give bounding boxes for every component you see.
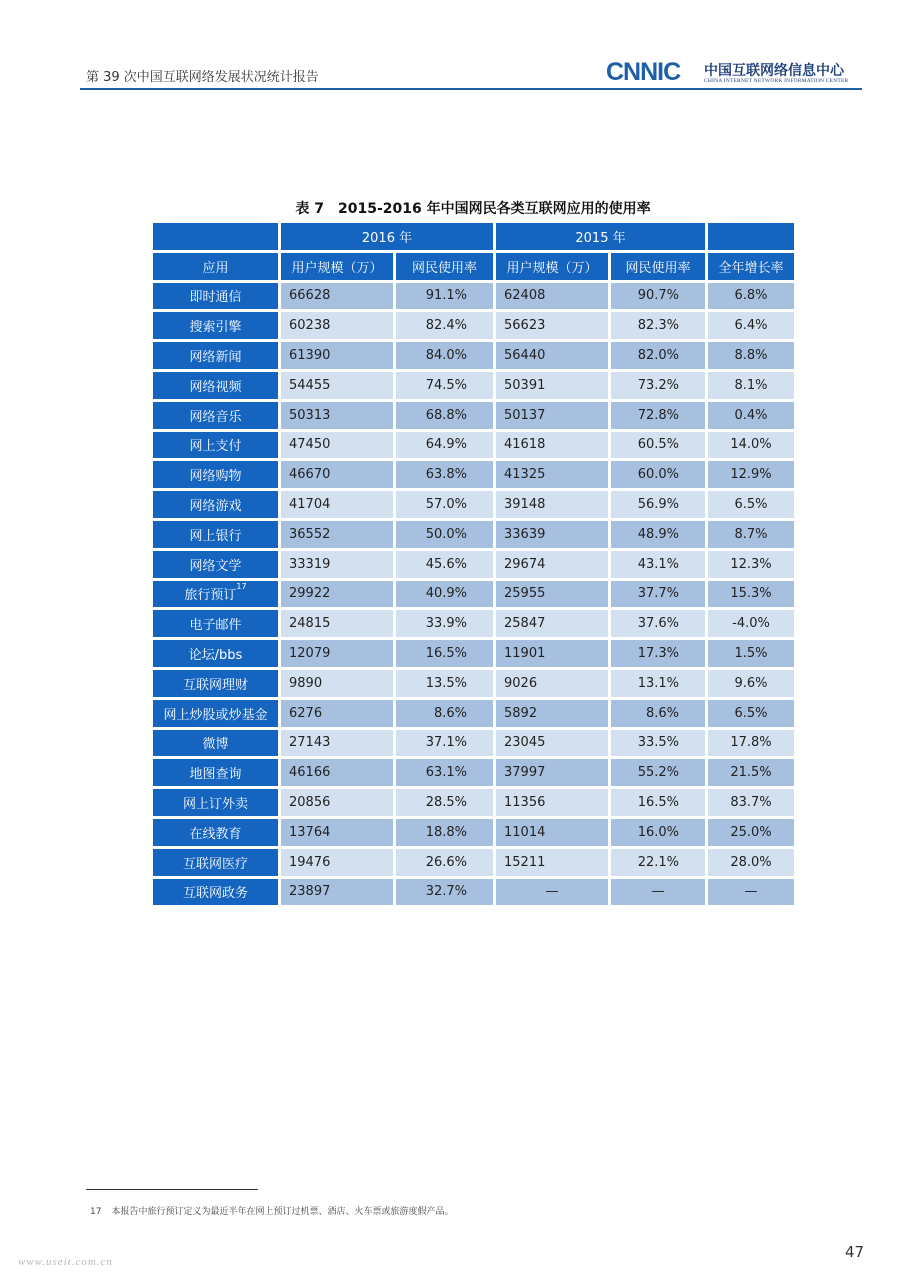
rate-2016-cell: 28.5% — [396, 789, 493, 816]
growth-cell: 14.0% — [708, 432, 794, 459]
app-name: 网络视频 — [189, 379, 242, 395]
growth-cell: 6.8% — [708, 283, 794, 310]
footnote — [90, 1204, 453, 1217]
app-name-cell — [153, 700, 278, 727]
app-name: 网络新闻 — [189, 350, 242, 366]
users-2016-cell: 36552 — [281, 521, 393, 548]
app-name: 旅行预订 — [184, 588, 237, 604]
rate-2016-cell: 45.6% — [396, 551, 493, 578]
rate-2015-cell: 60.5% — [611, 432, 705, 459]
app-name-cell — [153, 283, 278, 310]
rate-2015-cell: — — [611, 879, 705, 906]
users-2016-cell: 13764 — [281, 819, 393, 846]
users-2015-cell: 41325 — [496, 461, 608, 488]
growth-cell: 8.7% — [708, 521, 794, 548]
rate-2016-cell: 84.0% — [396, 342, 493, 369]
rate-2016-cell: 82.4% — [396, 312, 493, 339]
rate-2015-cell: 82.0% — [611, 342, 705, 369]
app-name: 网上支付 — [189, 439, 242, 455]
rate-2016-cell: 32.7% — [396, 879, 493, 906]
app-name: 电子邮件 — [189, 618, 242, 634]
rate-2016-cell: 16.5% — [396, 640, 493, 667]
app-name: 地图查询 — [189, 767, 242, 783]
app-name: 网络音乐 — [189, 409, 242, 425]
users-2016-cell: 19476 — [281, 849, 393, 876]
growth-cell: 6.4% — [708, 312, 794, 339]
growth-cell: 28.0% — [708, 849, 794, 876]
footnote-ref: 17 — [236, 582, 247, 592]
app-name-cell — [153, 610, 278, 637]
app-name-cell — [153, 551, 278, 578]
app-name-cell — [153, 491, 278, 518]
table-row — [153, 789, 794, 816]
watermark: www.useit.com.cn — [18, 1256, 113, 1268]
users-2016-cell: 60238 — [281, 312, 393, 339]
app-name-cell — [153, 640, 278, 667]
users-2016-cell: 23897 — [281, 879, 393, 906]
users-2016-cell: 6276 — [281, 700, 393, 727]
rate-2016-cell: 63.8% — [396, 461, 493, 488]
rate-2016-cell: 74.5% — [396, 372, 493, 399]
users-2015-cell: 62408 — [496, 283, 608, 310]
users-2016-cell: 46670 — [281, 461, 393, 488]
table-row — [153, 312, 794, 339]
growth-cell: 12.9% — [708, 461, 794, 488]
users-2016-cell: 50313 — [281, 402, 393, 429]
rate-2015-cell: 82.3% — [611, 312, 705, 339]
users-2016-cell: 61390 — [281, 342, 393, 369]
users-2015-cell: 25847 — [496, 610, 608, 637]
users-2015-cell: 37997 — [496, 759, 608, 786]
table-row — [153, 521, 794, 548]
rate-2015-cell: 56.9% — [611, 491, 705, 518]
growth-cell: 6.5% — [708, 491, 794, 518]
rate-2016-cell: 64.9% — [396, 432, 493, 459]
users-2016-cell: 9890 — [281, 670, 393, 697]
app-name-cell — [153, 879, 278, 906]
growth-cell: 9.6% — [708, 670, 794, 697]
growth-cell: 15.3% — [708, 581, 794, 608]
rate-2015-cell: 73.2% — [611, 372, 705, 399]
app-name-cell — [153, 819, 278, 846]
rate-2015-cell: 13.1% — [611, 670, 705, 697]
rate-2015-cell: 37.7% — [611, 581, 705, 608]
rate-2015-cell: 16.5% — [611, 789, 705, 816]
app-name: 互联网政务 — [182, 886, 248, 902]
users-2016-cell: 54455 — [281, 372, 393, 399]
col-users-2016-header: 用户规模（万） — [281, 253, 393, 280]
table-caption: 表 7 2015-2016 年中国网民各类互联网应用的使用率 — [295, 201, 651, 217]
rate-2016-cell: 18.8% — [396, 819, 493, 846]
growth-cell: — — [708, 879, 794, 906]
rate-2015-cell: 72.8% — [611, 402, 705, 429]
column-header-row — [153, 253, 794, 280]
rate-2015-cell: 55.2% — [611, 759, 705, 786]
rate-2016-cell: 50.0% — [396, 521, 493, 548]
table-row — [153, 372, 794, 399]
rate-2016-cell: 8.6% — [396, 700, 493, 727]
users-2016-cell: 24815 — [281, 610, 393, 637]
year-header-row — [153, 223, 794, 250]
app-name: 论坛/bbs — [188, 648, 243, 664]
users-2015-cell: 11901 — [496, 640, 608, 667]
app-name: 网上订外卖 — [182, 797, 248, 813]
app-name: 网上炒股或炒基金 — [163, 707, 268, 723]
app-name-cell — [153, 670, 278, 697]
rate-2015-cell: 22.1% — [611, 849, 705, 876]
users-2015-cell: — — [496, 879, 608, 906]
rate-2016-cell: 26.6% — [396, 849, 493, 876]
app-name-cell — [153, 849, 278, 876]
growth-cell: 21.5% — [708, 759, 794, 786]
growth-cell: 8.1% — [708, 372, 794, 399]
app-name: 搜索引擎 — [189, 320, 242, 336]
app-name: 网络文学 — [189, 558, 242, 574]
logo-chinese-name: 中国互联网络信息中心 — [704, 63, 844, 79]
users-2015-cell: 50137 — [496, 402, 608, 429]
growth-cell: 12.3% — [708, 551, 794, 578]
users-2016-cell: 41704 — [281, 491, 393, 518]
year-2016-header: 2016 年 — [281, 223, 493, 250]
report-header-title: 第 39 次中国互联网络发展状况统计报告 — [86, 70, 319, 85]
rate-2015-cell: 60.0% — [611, 461, 705, 488]
growth-cell: -4.0% — [708, 610, 794, 637]
table-row — [153, 640, 794, 667]
rate-2015-cell: 17.3% — [611, 640, 705, 667]
users-2015-cell: 39148 — [496, 491, 608, 518]
rate-2016-cell: 40.9% — [396, 581, 493, 608]
rate-2015-cell: 8.6% — [611, 700, 705, 727]
users-2015-cell: 33639 — [496, 521, 608, 548]
table-row — [153, 432, 794, 459]
app-name: 网络购物 — [189, 469, 242, 485]
growth-cell: 0.4% — [708, 402, 794, 429]
table-row — [153, 402, 794, 429]
header-rule — [80, 88, 862, 90]
rate-2016-cell: 63.1% — [396, 759, 493, 786]
col-growth-header: 全年增长率 — [708, 253, 794, 280]
users-2015-cell: 29674 — [496, 551, 608, 578]
app-name: 网络游戏 — [189, 499, 242, 515]
users-2015-cell: 9026 — [496, 670, 608, 697]
usage-rate-table — [150, 220, 797, 908]
rate-2016-cell: 13.5% — [396, 670, 493, 697]
table-body — [153, 283, 794, 906]
users-2016-cell: 29922 — [281, 581, 393, 608]
table-row — [153, 849, 794, 876]
rate-2015-cell: 37.6% — [611, 610, 705, 637]
users-2015-cell: 41618 — [496, 432, 608, 459]
table-row — [153, 283, 794, 310]
rate-2016-cell: 33.9% — [396, 610, 493, 637]
cnnic-logo — [606, 58, 868, 88]
app-name: 网上银行 — [189, 528, 242, 544]
app-name: 互联网理财 — [182, 677, 248, 693]
app-name: 即时通信 — [189, 290, 242, 306]
users-2016-cell: 12079 — [281, 640, 393, 667]
users-2015-cell: 15211 — [496, 849, 608, 876]
table-row — [153, 879, 794, 906]
app-name-cell — [153, 581, 278, 608]
app-name-cell — [153, 461, 278, 488]
footnote-rule — [86, 1189, 258, 1190]
users-2015-cell: 25955 — [496, 581, 608, 608]
table-row — [153, 551, 794, 578]
table-row — [153, 491, 794, 518]
growth-cell: 1.5% — [708, 640, 794, 667]
col-rate-2015-header: 网民使用率 — [611, 253, 705, 280]
app-name-cell — [153, 402, 278, 429]
header-blank-cell — [153, 223, 278, 250]
users-2015-cell: 5892 — [496, 700, 608, 727]
app-name-cell — [153, 372, 278, 399]
table-row — [153, 730, 794, 757]
users-2016-cell: 66628 — [281, 283, 393, 310]
rate-2015-cell: 33.5% — [611, 730, 705, 757]
app-name: 在线教育 — [189, 826, 242, 842]
users-2016-cell: 46166 — [281, 759, 393, 786]
app-name-cell — [153, 312, 278, 339]
rate-2015-cell: 43.1% — [611, 551, 705, 578]
growth-cell: 83.7% — [708, 789, 794, 816]
rate-2016-cell: 68.8% — [396, 402, 493, 429]
users-2015-cell: 23045 — [496, 730, 608, 757]
app-name: 互联网医疗 — [182, 856, 248, 872]
table-row — [153, 759, 794, 786]
rate-2016-cell: 37.1% — [396, 730, 493, 757]
footnote-text: 本报告中旅行预订定义为最近半年在网上预订过机票、酒店、火车票或旅游度假产品。 — [111, 1207, 454, 1217]
growth-cell: 8.8% — [708, 342, 794, 369]
rate-2016-cell: 57.0% — [396, 491, 493, 518]
app-name-cell — [153, 342, 278, 369]
logo-english-name: CHINA INTERNET NETWORK INFORMATION CENTER — [704, 78, 849, 84]
logo-mark: CNNIC — [606, 58, 681, 86]
page-number: 47 — [845, 1243, 865, 1261]
rate-2015-cell: 48.9% — [611, 521, 705, 548]
growth-cell: 6.5% — [708, 700, 794, 727]
app-name-cell — [153, 759, 278, 786]
rate-2015-cell: 90.7% — [611, 283, 705, 310]
table-row — [153, 461, 794, 488]
rate-2015-cell: 16.0% — [611, 819, 705, 846]
table-row — [153, 581, 794, 608]
app-name: 微博 — [202, 737, 229, 753]
table-row — [153, 670, 794, 697]
users-2015-cell: 11356 — [496, 789, 608, 816]
growth-cell: 25.0% — [708, 819, 794, 846]
users-2015-cell: 56623 — [496, 312, 608, 339]
app-name-cell — [153, 789, 278, 816]
year-2015-header: 2015 年 — [496, 223, 705, 250]
users-2015-cell: 56440 — [496, 342, 608, 369]
header-blank-cell — [708, 223, 794, 250]
users-2015-cell: 50391 — [496, 372, 608, 399]
col-users-2015-header: 用户规模（万） — [496, 253, 608, 280]
users-2016-cell: 47450 — [281, 432, 393, 459]
users-2015-cell: 11014 — [496, 819, 608, 846]
users-2016-cell: 27143 — [281, 730, 393, 757]
users-2016-cell: 20856 — [281, 789, 393, 816]
footnote-number: 17 — [90, 1207, 102, 1217]
col-rate-2016-header: 网民使用率 — [396, 253, 493, 280]
table-row — [153, 610, 794, 637]
app-name-cell — [153, 432, 278, 459]
app-name-cell — [153, 730, 278, 757]
app-name-cell — [153, 521, 278, 548]
table-row — [153, 700, 794, 727]
col-app-header: 应用 — [153, 253, 278, 280]
rate-2016-cell: 91.1% — [396, 283, 493, 310]
growth-cell: 17.8% — [708, 730, 794, 757]
table-row — [153, 342, 794, 369]
users-2016-cell: 33319 — [281, 551, 393, 578]
table-row — [153, 819, 794, 846]
